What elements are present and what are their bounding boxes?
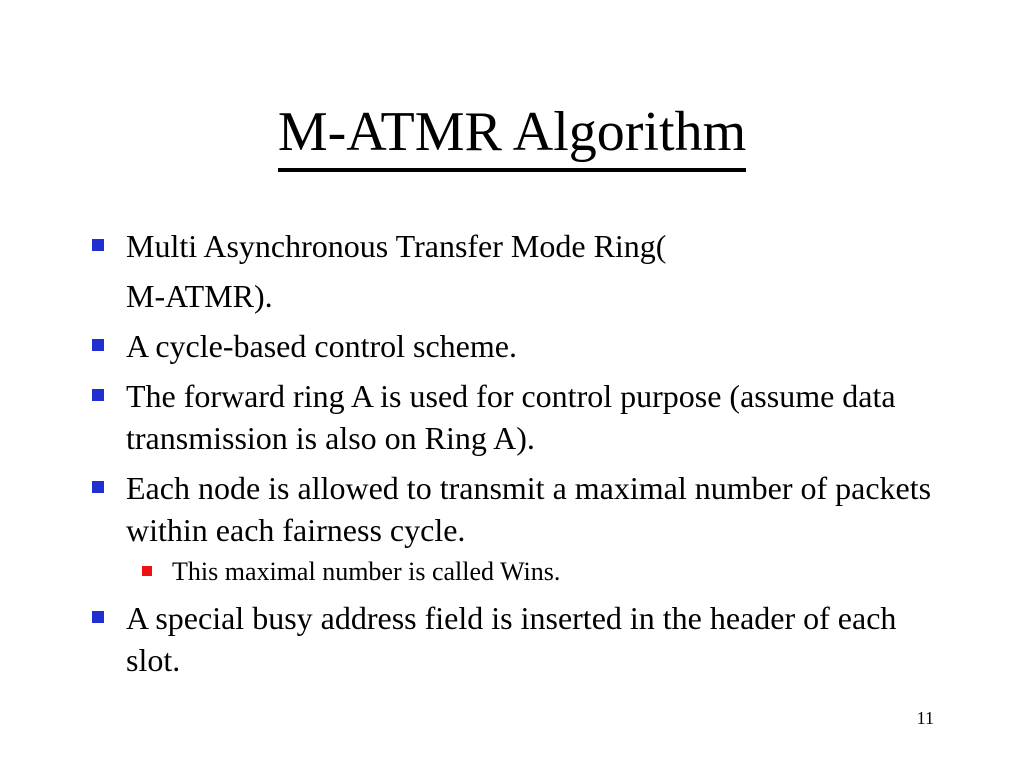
square-bullet-icon: [92, 389, 104, 401]
square-sub-bullet-icon: [142, 566, 152, 576]
bullet-item: [90, 375, 950, 459]
square-bullet-icon: [92, 239, 104, 251]
sub-bullet-item: [172, 555, 950, 589]
slide-title: M-ATMR Algorithm: [278, 100, 746, 172]
square-bullet-icon: [92, 339, 104, 351]
page-number: 11: [916, 708, 934, 728]
bullet-text-continued: M-ATMR).: [126, 278, 273, 314]
bullet-item: [90, 467, 950, 551]
bullet-item: [90, 597, 950, 681]
square-bullet-icon: [92, 611, 104, 623]
bullet-text: Multi Asynchronous Transfer Mode Ring(: [126, 228, 667, 264]
bullet-text: Each node is allowed to transmit a maximal number of packets within each fairness cycle.: [126, 470, 932, 548]
square-bullet-icon: [92, 481, 104, 493]
title-wrap: [0, 100, 1024, 172]
bullet-list: [90, 225, 950, 689]
bullet-text: The forward ring A is used for control purpose (assume data transmission is also on Ring A).: [126, 378, 896, 456]
bullet-item: [90, 325, 950, 367]
sub-bullet-text: This maximal number is called Wins.: [172, 557, 561, 586]
bullet-text: A cycle-based control scheme.: [126, 328, 517, 364]
bullet-text: A special busy address field is inserted in the header of each slot.: [126, 600, 897, 678]
bullet-item: [90, 225, 950, 317]
